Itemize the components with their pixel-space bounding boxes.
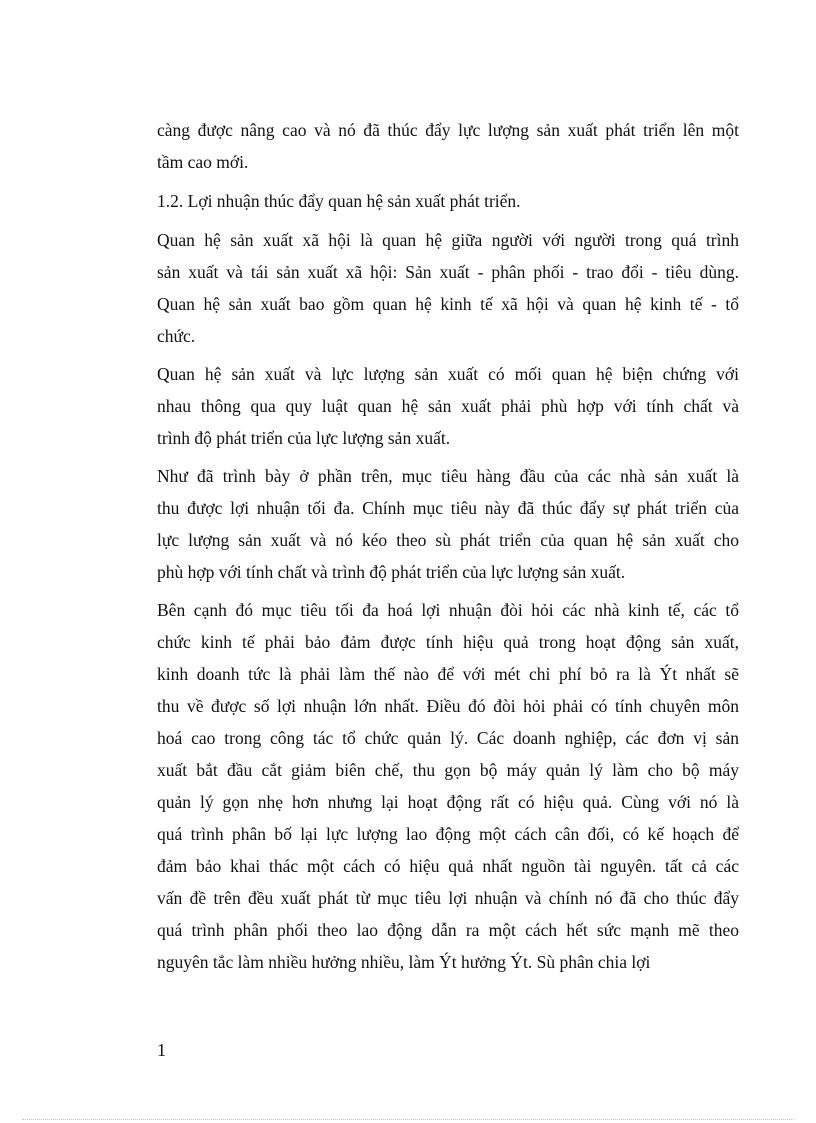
text-line: lực lượng sản xuất và nó kéo theo sù phát triển của quan hệ sản xuất cho xyxy=(157,530,739,550)
text-line: quá trình phân phối theo lao động dẫn ra một cách hết sức mạnh mẽ theo xyxy=(157,920,739,940)
text-line: chức kinh tế phải bảo đảm được tính hiệu quả trong hoạt động sản xuất, xyxy=(157,632,739,652)
text-line: Quan hệ sản xuất bao gồm quan hệ kinh tế xã hội và quan hệ kinh tế - tổ xyxy=(157,294,739,314)
text-line: càng được nâng cao và nó đã thúc đẩy lực lượng sản xuất phát triển lên một xyxy=(157,120,739,140)
text-line: thu được lợi nhuận tối đa. Chính mục tiêu này đã thúc đẩy sự phát triển của xyxy=(157,498,739,518)
section-heading: 1.2. Lợi nhuận thúc đẩy quan hệ sản xuất phát triển. xyxy=(157,191,521,211)
page-divider xyxy=(22,1119,794,1120)
text-line: kinh doanh tức là phải làm thế nào để với mét chi phí bỏ ra là Ýt nhất sẽ xyxy=(157,664,739,684)
text-line: hoá cao trong công tác tổ chức quản lý. Các doanh nghiệp, các đơn vị sản xyxy=(157,728,739,748)
text-line: chức. xyxy=(157,326,196,346)
text-line: Bên cạnh đó mục tiêu tối đa hoá lợi nhuận đòi hỏi các nhà kinh tế, các tổ xyxy=(157,600,739,620)
page-number: 1 xyxy=(157,1040,166,1060)
text-line: đảm bảo khai thác một cách có hiệu quả nhất nguồn tài nguyên. tất cả các xyxy=(157,856,739,876)
text-line: Như đã trình bày ở phần trên, mục tiêu hàng đầu của các nhà sản xuất là xyxy=(157,466,739,486)
text-line: quản lý gọn nhẹ hơn nhưng lại hoạt động rất có hiệu quả. Cùng với nó là xyxy=(157,792,739,812)
text-line: tầm cao mới. xyxy=(157,152,249,172)
text-line: Quan hệ sản xuất và lực lượng sản xuất có mối quan hệ biện chứng với xyxy=(157,364,739,384)
text-line: nguyên tắc làm nhiều hưởng nhiều, làm Ýt hưởng Ýt. Sù phân chia lợi xyxy=(157,952,651,972)
text-line: Quan hệ sản xuất xã hội là quan hệ giữa người với người trong quá trình xyxy=(157,230,739,250)
text-line: sản xuất và tái sản xuất xã hội: Sản xuất - phân phối - trao đổi - tiêu dùng. xyxy=(157,262,739,282)
text-line: phù hợp với tính chất và trình độ phát triển của lực lượng sản xuất. xyxy=(157,562,626,582)
text-line: thu về được số lợi nhuận lớn nhất. Điều đó đòi hỏi phải có tính chuyên môn xyxy=(157,696,739,716)
text-line: xuất bắt đầu cắt giảm biên chế, thu gọn bộ máy quản lý làm cho bộ máy xyxy=(157,760,739,780)
text-line: trình độ phát triển của lực lượng sản xuất. xyxy=(157,428,451,448)
text-line: vấn đề trên đều xuất phát từ mục tiêu lợi nhuận và chính nó đã cho thúc đẩy xyxy=(157,888,739,908)
text-line: nhau thông qua quy luật quan hệ sản xuất phải phù hợp với tính chất và xyxy=(157,396,739,416)
text-line: quá trình phân bố lại lực lượng lao động một cách cân đối, có kế hoạch để xyxy=(157,824,739,844)
